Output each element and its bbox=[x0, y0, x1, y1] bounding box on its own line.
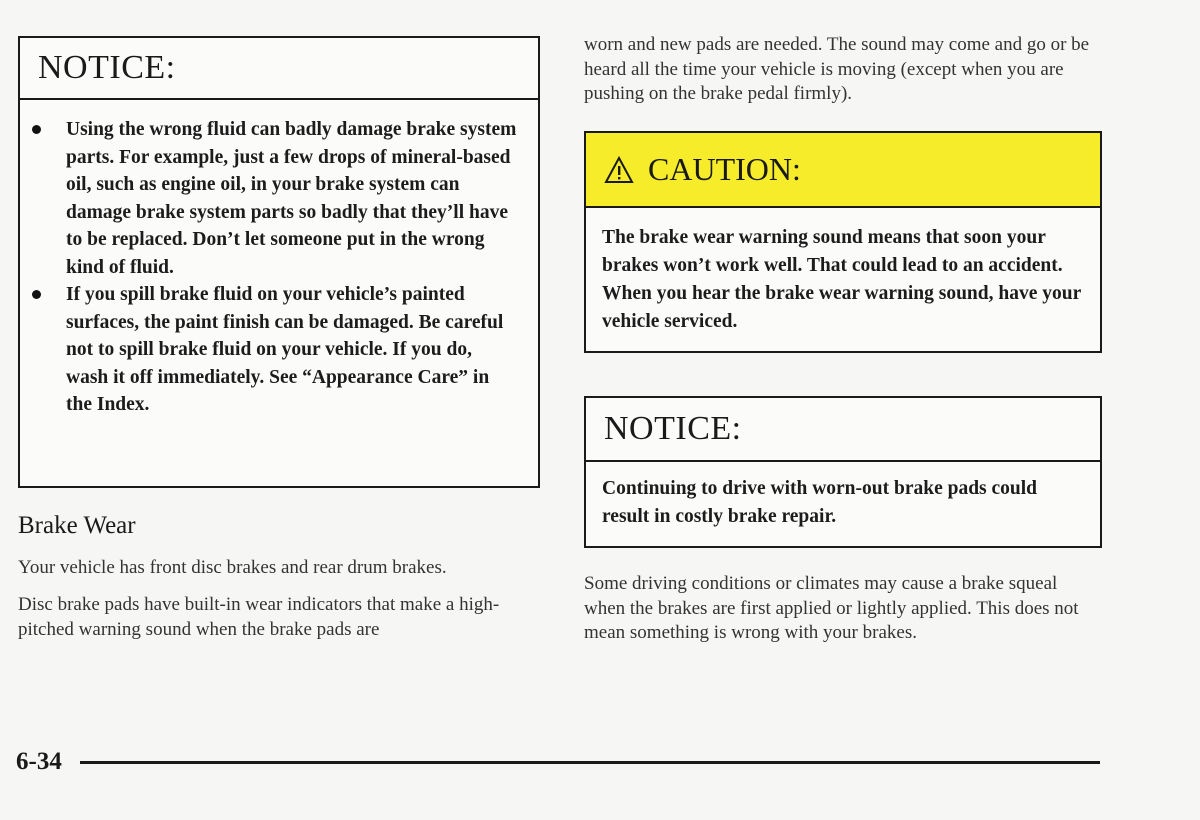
notice-list bbox=[20, 100, 538, 419]
footer-rule bbox=[80, 761, 1100, 764]
caution-header bbox=[586, 133, 1100, 208]
caution-text: The brake wear warning sound means that soon your brakes won’t work well. That could lead to an accident. When you hear the brake wear warning sound, have your vehicle serviced. bbox=[602, 227, 1081, 332]
notice-title: NOTICE: bbox=[604, 410, 742, 447]
notice-header bbox=[586, 398, 1100, 462]
caution-box bbox=[584, 131, 1102, 353]
notice-header bbox=[20, 38, 538, 100]
bullet-icon bbox=[32, 125, 41, 134]
page-number: 6-34 bbox=[16, 748, 62, 775]
notice-item-text: If you spill brake fluid on your vehicle’s painted surfaces, the paint finish can be damaged. Be careful not to spill brake fluid on your vehicle. If you do, wash it off immediately. See “Appearance Care” in the Index. bbox=[66, 284, 504, 415]
paragraph-wear-indicators: Disc brake pads have built-in wear indicators that make a high-pitched warning sound when the brake pads are bbox=[18, 594, 500, 640]
caution-title: CAUTION: bbox=[648, 151, 801, 187]
paragraph-brake-squeal: Some driving conditions or climates may cause a brake squeal when the brakes are first applied or lightly applied. This does not mean something is wrong with your brakes. bbox=[584, 573, 1079, 643]
warning-triangle-icon bbox=[604, 156, 634, 184]
notice-box-fluid bbox=[18, 36, 540, 488]
paragraph-continued: worn and new pads are needed. The sound may come and go or be heard all the time your vehicle is moving (except when you are pushing on the brake pedal firmly). bbox=[584, 34, 1090, 104]
notice-title: NOTICE: bbox=[38, 49, 176, 86]
paragraph-disc-drum: Your vehicle has front disc brakes and rear drum brakes. bbox=[18, 557, 447, 578]
notice-box-pads bbox=[584, 396, 1102, 548]
notice-item-text: Using the wrong fluid can badly damage brake system parts. For example, just a few drops of mineral-based oil, such as engine oil, in your brake system can damage brake system parts so badly that they’ll have to be replaced. Don’t let someone put in the wrong kind of fluid. bbox=[66, 119, 517, 278]
notice-text: Continuing to drive with worn-out brake pads could result in costly brake repair. bbox=[602, 478, 1038, 527]
notice-item bbox=[66, 281, 518, 419]
section-title: Brake Wear bbox=[18, 512, 136, 539]
bullet-icon bbox=[32, 290, 41, 299]
notice-item bbox=[66, 116, 518, 281]
